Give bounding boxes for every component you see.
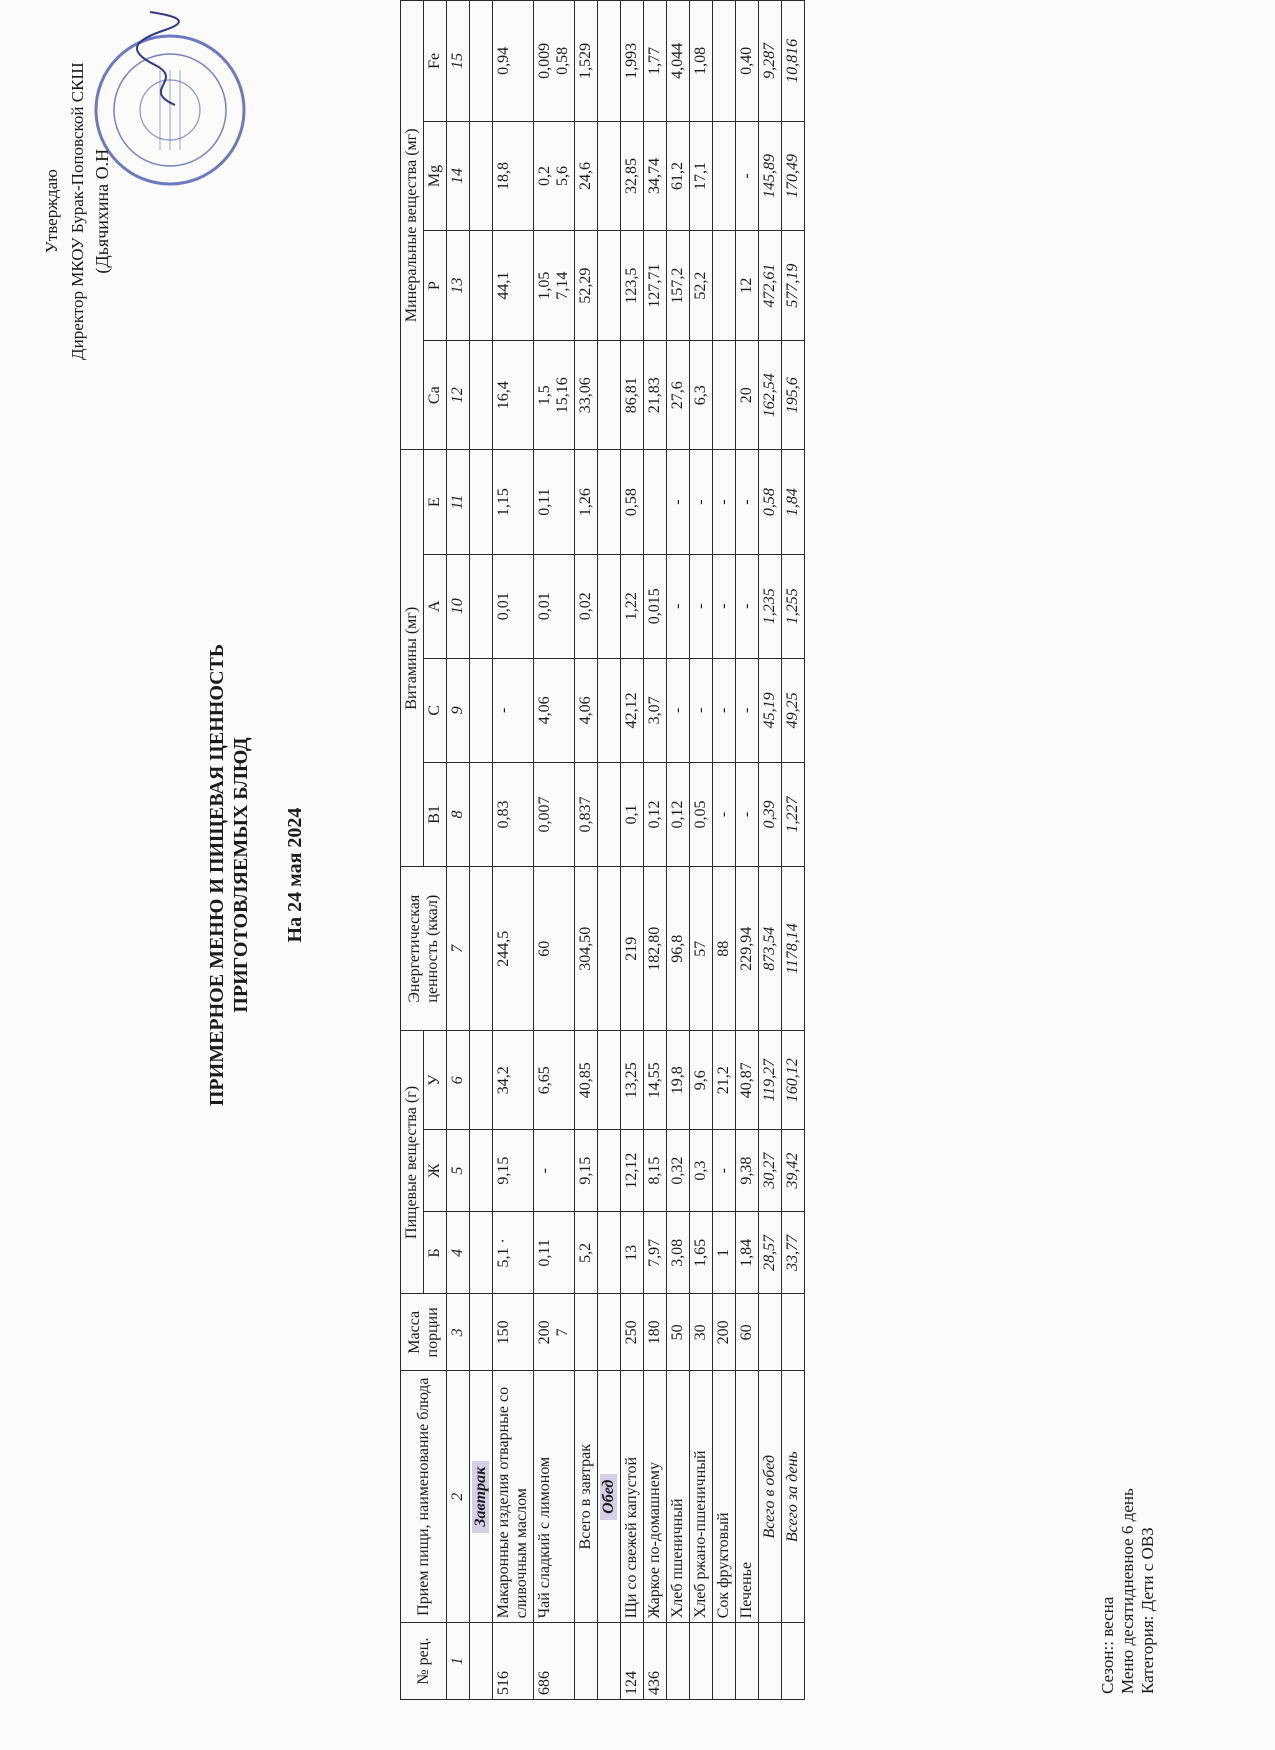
value-zh: 9,38 — [736, 1130, 759, 1212]
value-u: 9,6 — [690, 1031, 713, 1130]
value-fe: 0,40 — [736, 1, 759, 122]
value-a: 1,22 — [621, 554, 644, 658]
season-line: Сезон:: весна — [1098, 1596, 1117, 1694]
menu-table-body — [470, 1, 805, 1700]
col-a: A — [424, 554, 447, 658]
recipe-number: 516 — [493, 1623, 534, 1700]
value-p: 157,2 — [667, 231, 690, 341]
col-dish: Прием пищи, наименование блюда — [401, 1371, 447, 1623]
table-row — [736, 1, 759, 1700]
value-b1: 0,12 — [667, 762, 690, 866]
value-b: 7,97 — [644, 1212, 667, 1294]
portion-mass: 200 7 — [534, 1294, 575, 1371]
table-row — [493, 1, 534, 1700]
value-kcal: 219 — [621, 867, 644, 1031]
col-number: 9 — [447, 658, 470, 762]
day-total-row — [782, 1, 805, 1700]
value-p: 12 — [736, 231, 759, 341]
approval-title: Утверждаю — [42, 169, 61, 254]
col-b1: B1 — [424, 762, 447, 866]
value-kcal: 88 — [713, 867, 736, 1031]
value-kcal: 244,5 — [493, 867, 534, 1031]
recipe-number — [690, 1623, 713, 1700]
table-row — [644, 1, 667, 1700]
value-u: 34,2 — [493, 1031, 534, 1130]
value-kcal: 229,94 — [736, 867, 759, 1031]
total-mg: 170,49 — [782, 121, 805, 231]
table-row — [534, 1, 575, 1700]
menu-meta — [1098, 1488, 1158, 1694]
total-kcal: 873,54 — [759, 867, 782, 1031]
total-zh: 39,42 — [782, 1130, 805, 1212]
value-ca: 20 — [736, 340, 759, 450]
value-b1: - — [713, 762, 736, 866]
recipe-number — [667, 1623, 690, 1700]
total-p: 52,29 — [575, 231, 598, 341]
menu-date: На 24 мая 2024 — [284, 807, 306, 943]
col-number: 14 — [447, 121, 470, 231]
header-row-1 — [401, 1, 424, 1700]
lunch-section-cell — [598, 1371, 621, 1623]
value-kcal: 60 — [534, 867, 575, 1031]
table-row — [713, 1, 736, 1700]
portion-mass: 30 — [690, 1294, 713, 1371]
value-ca: 16,4 — [493, 340, 534, 450]
total-zh: 30,27 — [759, 1130, 782, 1212]
value-p: 127,71 — [644, 231, 667, 341]
total-a: 1,255 — [782, 554, 805, 658]
approval-position: Директор МКОУ Бурак-Поповской СКШ — [68, 62, 87, 360]
dish-name: Хлеб пшеничный — [667, 1371, 690, 1623]
value-mg: 32,85 — [621, 121, 644, 231]
value-b1: - — [736, 762, 759, 866]
dish-name: Щи со свежей капустой — [621, 1371, 644, 1623]
value-mg: - — [736, 121, 759, 231]
total-c: 49,25 — [782, 658, 805, 762]
total-ca: 195,6 — [782, 340, 805, 450]
total-p: 577,19 — [782, 231, 805, 341]
value-b: 13 — [621, 1212, 644, 1294]
value-u: 40,87 — [736, 1031, 759, 1130]
title-line-1: ПРИМЕРНОЕ МЕНЮ И ПИЩЕВАЯ ЦЕННОСТЬ — [206, 643, 228, 1107]
total-b: 28,57 — [759, 1212, 782, 1294]
value-ca: 27,6 — [667, 340, 690, 450]
portion-mass: 180 — [644, 1294, 667, 1371]
value-b: 1 — [713, 1212, 736, 1294]
title-line-2: ПРИГОТОВЛЯЕМЫХ БЛЮД — [230, 737, 252, 1013]
value-c: - — [736, 658, 759, 762]
col-e: E — [424, 450, 447, 554]
value-b: 1,65 — [690, 1212, 713, 1294]
col-number: 15 — [447, 1, 470, 122]
lunch-total-row-label: Всего в обед — [759, 1371, 782, 1623]
dish-name: Макаронные изделия отварные со сливочным маслом — [493, 1371, 534, 1623]
col-p: P — [424, 231, 447, 341]
breakfast-section-label: Завтрак — [472, 1461, 489, 1533]
total-e: 1,26 — [575, 450, 598, 554]
value-kcal: 96,8 — [667, 867, 690, 1031]
portion-mass: 60 — [736, 1294, 759, 1371]
value-c: - — [690, 658, 713, 762]
value-a: - — [667, 554, 690, 658]
value-p: 52,2 — [690, 231, 713, 341]
total-b1: 1,227 — [782, 762, 805, 866]
recipe-number — [713, 1623, 736, 1700]
approval-name: (Дьячихина О.Н — [92, 148, 112, 274]
value-mg: 18,8 — [493, 121, 534, 231]
breakfast-total-row-label: Всего в завтрак — [575, 1371, 598, 1623]
value-b1: 0,12 — [644, 762, 667, 866]
value-zh: 0,32 — [667, 1130, 690, 1212]
value-mg — [713, 121, 736, 231]
portion-mass: 50 — [667, 1294, 690, 1371]
recipe-number: 436 — [644, 1623, 667, 1700]
value-fe: 0,94 — [493, 1, 534, 122]
col-number: 1 — [447, 1623, 470, 1700]
value-b: 5,1 · — [493, 1212, 534, 1294]
lunch-section-label: Обед — [600, 1474, 617, 1520]
lunch-section — [598, 1, 621, 1700]
table-row — [667, 1, 690, 1700]
total-b: 5,2 — [575, 1212, 598, 1294]
col-number: 5 — [447, 1130, 470, 1212]
total-b: 33,77 — [782, 1212, 805, 1294]
value-c: - — [667, 658, 690, 762]
total-c: 4,06 — [575, 658, 598, 762]
total-u: 160,12 — [782, 1031, 805, 1130]
value-zh: - — [713, 1130, 736, 1212]
value-p: 44,1 — [493, 231, 534, 341]
col-c: C — [424, 658, 447, 762]
col-number: 12 — [447, 340, 470, 450]
value-fe — [713, 1, 736, 122]
total-a: 1,235 — [759, 554, 782, 658]
value-e: - — [713, 450, 736, 554]
total-b1: 0,39 — [759, 762, 782, 866]
value-a: - — [690, 554, 713, 658]
value-a: - — [713, 554, 736, 658]
col-mg: Mg — [424, 121, 447, 231]
col-ca: Ca — [424, 340, 447, 450]
dish-name: Чай сладкий с лимоном — [534, 1371, 575, 1623]
col-number: 8 — [447, 762, 470, 866]
value-u: 6,65 — [534, 1031, 575, 1130]
value-a: 0,015 — [644, 554, 667, 658]
value-zh: 12,12 — [621, 1130, 644, 1212]
value-c: 4,06 — [534, 658, 575, 762]
total-kcal: 304,50 — [575, 867, 598, 1031]
signature-icon — [130, 10, 190, 110]
col-fe: Fe — [424, 1, 447, 122]
total-u: 40,85 — [575, 1031, 598, 1130]
total-c: 45,19 — [759, 658, 782, 762]
total-fe: 10,816 — [782, 1, 805, 122]
value-e — [644, 450, 667, 554]
value-b1: 0,83 — [493, 762, 534, 866]
value-a: 0,01 — [534, 554, 575, 658]
value-a: 0,01 — [493, 554, 534, 658]
value-e: - — [690, 450, 713, 554]
value-mg: 0,2 5,6 — [534, 121, 575, 231]
value-b: 0,11 — [534, 1212, 575, 1294]
breakfast-section-cell — [470, 1371, 493, 1623]
col-u: У — [424, 1031, 447, 1130]
menu-table — [400, 0, 805, 1700]
col-zh: Ж — [424, 1130, 447, 1212]
value-p: 1,05 7,14 — [534, 231, 575, 341]
total-zh: 9,15 — [575, 1130, 598, 1212]
lunch-total-row — [759, 1, 782, 1700]
value-mg: 61,2 — [667, 121, 690, 231]
category-line: Категория: Дети с ОВЗ — [1138, 1527, 1157, 1694]
menu-day-line: Меню десятидневное 6 день — [1118, 1488, 1137, 1694]
value-ca: 1,5 15,16 — [534, 340, 575, 450]
total-ca: 33,06 — [575, 340, 598, 450]
value-u: 13,25 — [621, 1031, 644, 1130]
value-kcal: 182,80 — [644, 867, 667, 1031]
recipe-number: 124 — [621, 1623, 644, 1700]
col-number: 11 — [447, 450, 470, 554]
value-ca: 86,81 — [621, 340, 644, 450]
col-vitamins: Витамины (мг) — [401, 450, 424, 867]
portion-mass: 200 — [713, 1294, 736, 1371]
total-mg: 145,89 — [759, 121, 782, 231]
total-ca: 162,54 — [759, 340, 782, 450]
value-u: 14,55 — [644, 1031, 667, 1130]
value-p: 123,5 — [621, 231, 644, 341]
col-nutrients: Пищевые вещества (г) — [401, 1031, 424, 1294]
total-e: 0,58 — [759, 450, 782, 554]
value-zh: 0,3 — [690, 1130, 713, 1212]
value-fe: 1,08 — [690, 1, 713, 122]
total-kcal: 1178,14 — [782, 867, 805, 1031]
column-number-row — [447, 1, 470, 1700]
dish-name: Сок фруктовый — [713, 1371, 736, 1623]
value-fe: 1,77 — [644, 1, 667, 122]
value-fe: 1,993 — [621, 1, 644, 122]
col-number: 2 — [447, 1371, 470, 1623]
value-p — [713, 231, 736, 341]
col-energy: Энергетическая ценность (ккал) — [401, 867, 447, 1031]
col-number: 3 — [447, 1294, 470, 1371]
value-c: - — [713, 658, 736, 762]
value-b1: 0,05 — [690, 762, 713, 866]
total-e: 1,84 — [782, 450, 805, 554]
total-u: 119,27 — [759, 1031, 782, 1130]
value-b1: 0,007 — [534, 762, 575, 866]
value-ca: 21,83 — [644, 340, 667, 450]
value-zh: 8,15 — [644, 1130, 667, 1212]
document-title — [205, 300, 307, 1450]
value-zh: - — [534, 1130, 575, 1212]
value-fe: 4,044 — [667, 1, 690, 122]
total-fe: 1,529 — [575, 1, 598, 122]
col-number: 4 — [447, 1212, 470, 1294]
value-e: 1,15 — [493, 450, 534, 554]
value-ca — [713, 340, 736, 450]
value-c: 42,12 — [621, 658, 644, 762]
value-e: 0,11 — [534, 450, 575, 554]
value-e: 0,58 — [621, 450, 644, 554]
portion-mass: 150 — [493, 1294, 534, 1371]
col-number: 7 — [447, 867, 470, 1031]
table-row — [690, 1, 713, 1700]
total-a: 0,02 — [575, 554, 598, 658]
total-mg: 24,6 — [575, 121, 598, 231]
breakfast-section — [470, 1, 493, 1700]
value-mg: 17,1 — [690, 121, 713, 231]
value-e: - — [736, 450, 759, 554]
value-b: 1,84 — [736, 1212, 759, 1294]
col-number: 10 — [447, 554, 470, 658]
portion-mass: 250 — [621, 1294, 644, 1371]
recipe-number: 686 — [534, 1623, 575, 1700]
value-u: 21,2 — [713, 1031, 736, 1130]
value-mg: 34,74 — [644, 121, 667, 231]
col-number: 13 — [447, 231, 470, 341]
value-b1: 0,1 — [621, 762, 644, 866]
total-p: 472,61 — [759, 231, 782, 341]
value-zh: 9,15 — [493, 1130, 534, 1212]
day-total-row-label: Всего за день — [782, 1371, 805, 1623]
col-mass: Масса порции — [401, 1294, 447, 1371]
breakfast-total-row — [575, 1, 598, 1700]
total-fe: 9,287 — [759, 1, 782, 122]
col-rec-no: № рец. — [401, 1623, 447, 1700]
recipe-number — [736, 1623, 759, 1700]
col-minerals: Минеральные вещества (мг) — [401, 1, 424, 451]
col-b: Б — [424, 1212, 447, 1294]
value-kcal: 57 — [690, 867, 713, 1031]
table-row — [621, 1, 644, 1700]
value-ca: 6,3 — [690, 340, 713, 450]
value-c: - — [493, 658, 534, 762]
value-fe: 0,009 0,58 — [534, 1, 575, 122]
total-b1: 0,837 — [575, 762, 598, 866]
dish-name: Печенье — [736, 1371, 759, 1623]
value-c: 3,07 — [644, 658, 667, 762]
value-e: - — [667, 450, 690, 554]
value-a: - — [736, 554, 759, 658]
value-b: 3,08 — [667, 1212, 690, 1294]
col-number: 6 — [447, 1031, 470, 1130]
dish-name: Хлеб ржано-пшеничный — [690, 1371, 713, 1623]
dish-name: Жаркое по-домашнему — [644, 1371, 667, 1623]
value-u: 19,8 — [667, 1031, 690, 1130]
